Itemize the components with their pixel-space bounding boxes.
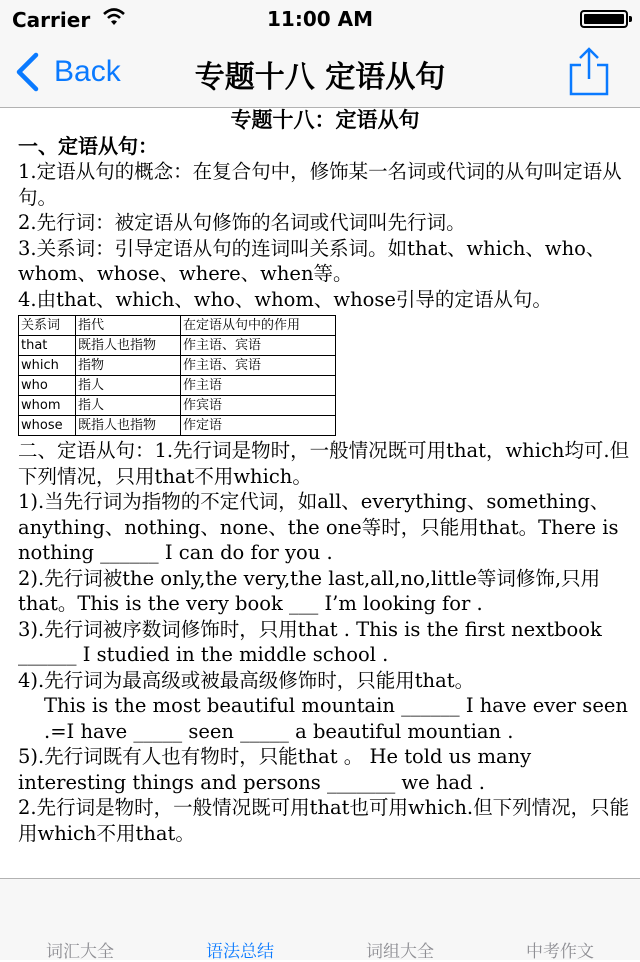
navigation-bar [0, 40, 640, 108]
table-cell: 作定语 [181, 416, 336, 436]
table-cell: 指人 [76, 396, 181, 416]
table-header-row [19, 316, 336, 336]
tab-grammar[interactable]: 语法总结 [206, 942, 274, 962]
rule-item: 2.先行词是物时，一般情况既可用that也可用which.但下列情况，只能用which不用that。 [18, 796, 630, 845]
table-cell: 作宾语 [181, 396, 336, 416]
paragraph: 1.定语从句的概念：在复合句中，修饰某一名词或代词的从句叫定语从句。 [18, 160, 622, 209]
back-label: Back [54, 55, 121, 88]
rule-item: 5).先行词既有人也有物时，只能that 。 He told us many interesting things and persons _______ we had . [18, 745, 532, 794]
table-header: 指代 [76, 316, 181, 336]
table-cell: 作主语、宾语 [181, 356, 336, 376]
status-bar [0, 0, 640, 40]
table-cell: which [19, 356, 76, 376]
document-title: 专题十八：定语从句 [230, 108, 420, 132]
table-cell: 作主语 [181, 376, 336, 396]
table-header: 在定语从句中的作用 [181, 316, 336, 336]
rule-item: 3).先行词被序数词修饰时，只用that . This is the first nextbook ______ I studied in the middle school . [18, 617, 602, 666]
table-cell: that [19, 336, 76, 356]
tab-vocabulary[interactable]: 词汇大全 [46, 942, 114, 962]
document-content [0, 108, 640, 878]
section1-heading: 一、定语从句： [18, 133, 158, 158]
paragraph: 4.由that、which、who、whom、whose引导的定语从句。 [18, 287, 552, 311]
table-cell: 作主语、宾语 [181, 336, 336, 356]
carrier-label: Carrier [12, 8, 91, 32]
share-icon[interactable] [566, 46, 612, 98]
tab-phrases[interactable]: 词组大全 [366, 942, 434, 962]
example-sentence: This is the most beautiful mountain ______ I have ever seen .=I have _____ seen _____ a beautiful mountian . [44, 694, 628, 743]
rule-item: 2).先行词被the only,the very,the last,all,no,little等词修饰,只用that。This is the very book ___ I’m looking for . [18, 566, 601, 615]
table-cell: 指物 [76, 356, 181, 376]
table-cell: 指人 [76, 376, 181, 396]
status-time: 11:00 AM [266, 7, 373, 31]
relative-pronoun-table [18, 315, 336, 436]
table-cell: 既指人也指物 [76, 416, 181, 436]
page-title: 专题十八 定语从句 [194, 60, 446, 95]
table-cell: 既指人也指物 [76, 336, 181, 356]
table-row [19, 336, 336, 356]
table-cell: whom [19, 396, 76, 416]
battery-icon [580, 10, 628, 28]
table-row [19, 356, 336, 376]
table-row [19, 396, 336, 416]
chevron-left-icon [14, 52, 40, 92]
table-row [19, 376, 336, 396]
tab-composition[interactable]: 中考作文 [526, 942, 594, 962]
paragraph: 3.关系词：引导定语从句的连词叫关系词。如that、which、who、whom、whose、where、when等。 [18, 236, 606, 285]
table-cell: who [19, 376, 76, 396]
table-row [19, 416, 336, 436]
rule-item: 4).先行词为最高级或被最高级修饰时，只能用that。 [18, 668, 475, 692]
section2-paragraph: 二、定语从句：1.先行词是物时，一般情况既可用that，which均可.但下列情况，只用that不用which。 [18, 439, 630, 488]
tab-bar [0, 878, 640, 960]
rule-item: 1).当先行词为指物的不定代词，如all、everything、something、anything、nothing、none、the one等时，只能用that。There is nothing ______ I can do for you . [18, 490, 619, 564]
paragraph: 2.先行词：被定语从句修饰的名词或代词叫先行词。 [18, 211, 466, 234]
table-header: 关系词 [19, 316, 76, 336]
table-cell: whose [19, 416, 76, 436]
back-button[interactable] [14, 50, 121, 94]
